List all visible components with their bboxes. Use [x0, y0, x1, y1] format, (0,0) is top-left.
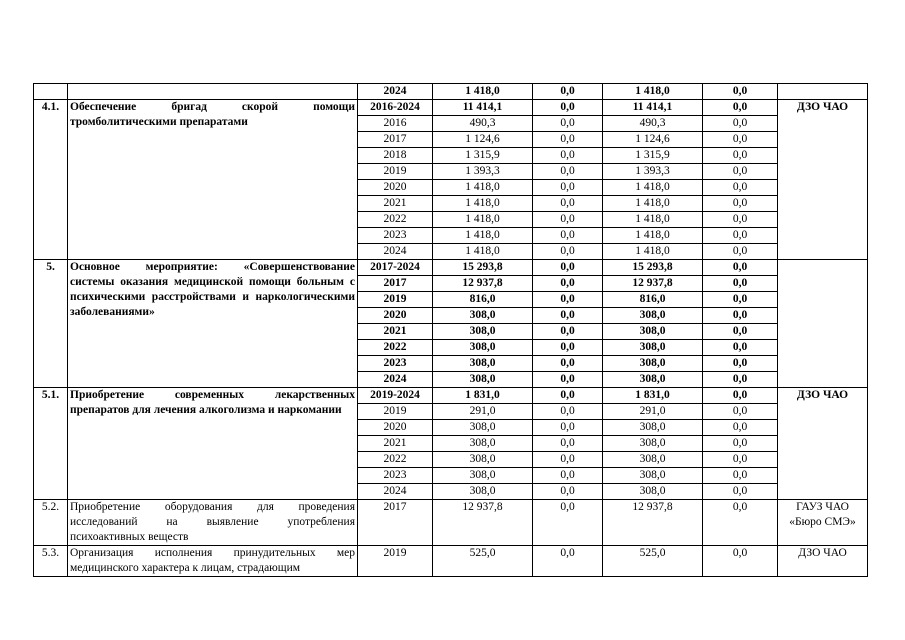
item-code: 5.3. — [34, 546, 68, 577]
budget-table — [33, 83, 868, 577]
table-row — [34, 260, 868, 276]
other-cell: 0,0 — [703, 148, 778, 164]
item-code: 5.2. — [34, 500, 68, 546]
regional-cell: 291,0 — [603, 404, 703, 420]
total-cell: 1 418,0 — [433, 84, 533, 100]
regional-cell: 1 418,0 — [603, 180, 703, 196]
total-cell: 816,0 — [433, 292, 533, 308]
year-cell: 2017 — [358, 500, 433, 546]
regional-cell: 1 315,9 — [603, 148, 703, 164]
total-cell: 11 414,1 — [433, 100, 533, 116]
year-cell: 2024 — [358, 84, 433, 100]
regional-cell: 1 124,6 — [603, 132, 703, 148]
regional-cell: 308,0 — [603, 308, 703, 324]
total-cell: 490,3 — [433, 116, 533, 132]
regional-cell: 308,0 — [603, 468, 703, 484]
year-cell: 2019 — [358, 546, 433, 577]
total-cell: 1 418,0 — [433, 228, 533, 244]
total-cell: 308,0 — [433, 420, 533, 436]
other-cell: 0,0 — [703, 308, 778, 324]
regional-cell: 308,0 — [603, 436, 703, 452]
item-code: 5.1. — [34, 388, 68, 500]
year-cell: 2019 — [358, 404, 433, 420]
year-cell: 2019 — [358, 292, 433, 308]
federal-cell: 0,0 — [533, 340, 603, 356]
total-cell: 1 418,0 — [433, 212, 533, 228]
other-cell: 0,0 — [703, 260, 778, 276]
year-cell: 2022 — [358, 340, 433, 356]
other-cell: 0,0 — [703, 244, 778, 260]
federal-cell: 0,0 — [533, 308, 603, 324]
responsible-executor: ДЗО ЧАО — [778, 388, 868, 500]
other-cell: 0,0 — [703, 452, 778, 468]
total-cell: 1 418,0 — [433, 180, 533, 196]
item-code: 5. — [34, 260, 68, 388]
regional-cell: 490,3 — [603, 116, 703, 132]
federal-cell: 0,0 — [533, 404, 603, 420]
regional-cell: 15 293,8 — [603, 260, 703, 276]
total-cell: 1 418,0 — [433, 196, 533, 212]
other-cell: 0,0 — [703, 546, 778, 577]
regional-cell: 308,0 — [603, 356, 703, 372]
item-title: Организация исполнения принудительных мер медицинского характера к лицам, страдающим — [68, 546, 358, 577]
year-cell: 2016-2024 — [358, 100, 433, 116]
other-cell: 0,0 — [703, 292, 778, 308]
regional-cell: 1 393,3 — [603, 164, 703, 180]
federal-cell: 0,0 — [533, 212, 603, 228]
federal-cell: 0,0 — [533, 388, 603, 404]
other-cell: 0,0 — [703, 420, 778, 436]
federal-cell: 0,0 — [533, 116, 603, 132]
year-cell: 2020 — [358, 180, 433, 196]
other-cell: 0,0 — [703, 468, 778, 484]
regional-cell: 308,0 — [603, 484, 703, 500]
regional-cell: 1 831,0 — [603, 388, 703, 404]
other-cell: 0,0 — [703, 116, 778, 132]
regional-cell: 12 937,8 — [603, 276, 703, 292]
total-cell: 1 418,0 — [433, 244, 533, 260]
federal-cell: 0,0 — [533, 436, 603, 452]
other-cell: 0,0 — [703, 196, 778, 212]
description-cell — [68, 84, 358, 100]
total-cell: 291,0 — [433, 404, 533, 420]
year-cell: 2016 — [358, 116, 433, 132]
federal-cell: 0,0 — [533, 324, 603, 340]
item-title: Приобретение современных лекарственных препаратов для лечения алкоголизма и наркомании — [68, 388, 358, 500]
federal-cell: 0,0 — [533, 292, 603, 308]
federal-cell: 0,0 — [533, 484, 603, 500]
federal-cell: 0,0 — [533, 500, 603, 546]
year-cell: 2021 — [358, 324, 433, 340]
total-cell: 1 831,0 — [433, 388, 533, 404]
regional-cell: 1 418,0 — [603, 84, 703, 100]
regional-cell: 816,0 — [603, 292, 703, 308]
year-cell: 2020 — [358, 420, 433, 436]
total-cell: 308,0 — [433, 308, 533, 324]
other-cell: 0,0 — [703, 484, 778, 500]
total-cell: 308,0 — [433, 452, 533, 468]
year-cell: 2023 — [358, 468, 433, 484]
regional-cell: 1 418,0 — [603, 212, 703, 228]
year-cell: 2019-2024 — [358, 388, 433, 404]
other-cell: 0,0 — [703, 84, 778, 100]
total-cell: 12 937,8 — [433, 276, 533, 292]
regional-cell: 308,0 — [603, 340, 703, 356]
total-cell: 308,0 — [433, 484, 533, 500]
other-cell: 0,0 — [703, 436, 778, 452]
regional-cell: 1 418,0 — [603, 196, 703, 212]
table-row — [34, 388, 868, 404]
year-cell: 2024 — [358, 244, 433, 260]
year-cell: 2023 — [358, 356, 433, 372]
federal-cell: 0,0 — [533, 468, 603, 484]
other-cell: 0,0 — [703, 340, 778, 356]
other-cell: 0,0 — [703, 388, 778, 404]
federal-cell: 0,0 — [533, 372, 603, 388]
item-title: Основное мероприятие: «Совершенствование системы оказания медицинской помощи больным с психическими расстройствами и наркологическими заболеваниями» — [68, 260, 358, 388]
other-cell: 0,0 — [703, 164, 778, 180]
year-cell: 2022 — [358, 212, 433, 228]
other-cell: 0,0 — [703, 132, 778, 148]
regional-cell: 308,0 — [603, 420, 703, 436]
federal-cell: 0,0 — [533, 100, 603, 116]
year-cell: 2017 — [358, 132, 433, 148]
responsible-cell — [778, 84, 868, 100]
total-cell: 308,0 — [433, 324, 533, 340]
regional-cell: 12 937,8 — [603, 500, 703, 546]
total-cell: 1 124,6 — [433, 132, 533, 148]
code-cell — [34, 84, 68, 100]
regional-cell: 11 414,1 — [603, 100, 703, 116]
total-cell: 308,0 — [433, 356, 533, 372]
year-cell: 2018 — [358, 148, 433, 164]
item-code: 4.1. — [34, 100, 68, 260]
year-cell: 2020 — [358, 308, 433, 324]
responsible-executor: ДЗО ЧАО — [778, 100, 868, 260]
federal-cell: 0,0 — [533, 244, 603, 260]
regional-cell: 308,0 — [603, 452, 703, 468]
federal-cell: 0,0 — [533, 132, 603, 148]
item-title: Обеспечение бригад скорой помощи тромболитическими препаратами — [68, 100, 358, 260]
total-cell: 15 293,8 — [433, 260, 533, 276]
regional-cell: 308,0 — [603, 324, 703, 340]
federal-cell: 0,0 — [533, 260, 603, 276]
regional-cell: 1 418,0 — [603, 228, 703, 244]
federal-cell: 0,0 — [533, 180, 603, 196]
table-row — [34, 500, 868, 546]
total-cell: 1 315,9 — [433, 148, 533, 164]
total-cell: 308,0 — [433, 468, 533, 484]
federal-cell: 0,0 — [533, 420, 603, 436]
federal-cell: 0,0 — [533, 356, 603, 372]
year-cell: 2021 — [358, 436, 433, 452]
total-cell: 308,0 — [433, 436, 533, 452]
other-cell: 0,0 — [703, 500, 778, 546]
regional-cell: 308,0 — [603, 372, 703, 388]
year-cell: 2024 — [358, 372, 433, 388]
responsible-executor: ГАУЗ ЧАО «Бюро СМЭ» — [778, 500, 868, 546]
other-cell: 0,0 — [703, 404, 778, 420]
responsible-executor: ДЗО ЧАО — [778, 546, 868, 577]
other-cell: 0,0 — [703, 180, 778, 196]
federal-cell: 0,0 — [533, 276, 603, 292]
federal-cell: 0,0 — [533, 228, 603, 244]
year-cell: 2023 — [358, 228, 433, 244]
total-cell: 308,0 — [433, 372, 533, 388]
federal-cell: 0,0 — [533, 546, 603, 577]
other-cell: 0,0 — [703, 100, 778, 116]
federal-cell: 0,0 — [533, 84, 603, 100]
other-cell: 0,0 — [703, 356, 778, 372]
other-cell: 0,0 — [703, 372, 778, 388]
item-title: Приобретение оборудования для проведения исследований на выявление употребления психоактивных веществ — [68, 500, 358, 546]
federal-cell: 0,0 — [533, 164, 603, 180]
other-cell: 0,0 — [703, 324, 778, 340]
table-row — [34, 84, 868, 100]
regional-cell: 525,0 — [603, 546, 703, 577]
federal-cell: 0,0 — [533, 452, 603, 468]
table-row — [34, 100, 868, 116]
year-cell: 2017-2024 — [358, 260, 433, 276]
year-cell: 2017 — [358, 276, 433, 292]
other-cell: 0,0 — [703, 228, 778, 244]
table-row — [34, 546, 868, 577]
year-cell: 2019 — [358, 164, 433, 180]
year-cell: 2021 — [358, 196, 433, 212]
total-cell: 12 937,8 — [433, 500, 533, 546]
year-cell: 2024 — [358, 484, 433, 500]
regional-cell: 1 418,0 — [603, 244, 703, 260]
total-cell: 308,0 — [433, 340, 533, 356]
federal-cell: 0,0 — [533, 148, 603, 164]
federal-cell: 0,0 — [533, 196, 603, 212]
other-cell: 0,0 — [703, 276, 778, 292]
year-cell: 2022 — [358, 452, 433, 468]
other-cell: 0,0 — [703, 212, 778, 228]
total-cell: 525,0 — [433, 546, 533, 577]
total-cell: 1 393,3 — [433, 164, 533, 180]
responsible-executor — [778, 260, 868, 388]
